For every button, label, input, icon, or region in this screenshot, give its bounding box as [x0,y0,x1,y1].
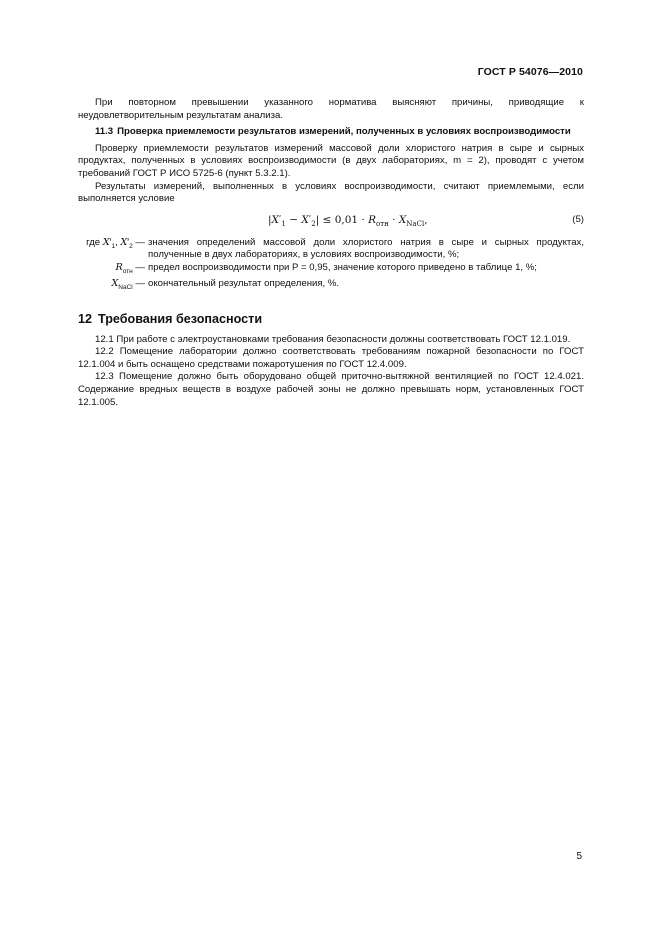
section-11-3-number: 11.3 [95,126,114,138]
definition-text: окончательный результат определения, %. [148,278,340,290]
section-12-paragraph: 12.3 Помещение должно быть оборудовано общей приточно-вытяжной вентиляцией по ГОСТ 12.4.021. Содержание вредных веществ в воздухе рабочей зоны не должно превышать норм, установленных ГОСТ 12.1.005. [78,371,584,408]
definitions-list [78,237,584,295]
formula-row [78,209,584,235]
document-body [78,97,584,409]
section-12-title: Требования безопасности [98,311,263,326]
document-code-header: ГОСТ Р 54076—2010 [477,66,583,78]
intro-paragraph: При повторном превышении указанного норматива выясняют причины, приводящие к неудовлетворительным результатам анализа. [78,97,584,121]
definition-text: значения определений массовой доли хлористого натрия в сыре и сырных продуктах, полученные в двух лабораториях, в условиях воспроизводимости, %; [148,236,584,261]
reproducibility-formula: $|X'_1 - X'_2| \le 0,01 \cdot R_{отн} \cdot X_{NaCl}$, [268,213,428,228]
where-prefix: где [86,236,101,248]
section-11-3-paragraph-2: Результаты измерений, выполненных в условиях воспроизводимости, считают приемлемыми, если выполняется условие [78,180,584,205]
section-12-paragraph: 12.2 Помещение лаборатории должно соответствовать требованиям пожарной безопасности по ГОСТ 12.1.004 и быть оснащено средствами пожаротушения по ГОСТ 12.4.009. [78,346,584,370]
definition-row [78,278,584,295]
section-12-heading [78,313,584,326]
page-number: 5 [576,851,582,862]
definition-row [78,237,584,262]
definition-row [78,262,584,279]
definition-symbol: где $X'_1$, $X'_2$ — [86,236,145,250]
section-12-number: 12 [78,311,93,326]
section-11-3-title: Проверка приемлемости результатов измерений, полученных в условиях воспроизводимости [117,126,571,138]
section-11-3-heading [78,126,584,139]
definition-text: предел воспроизводимости при P = 0,95, значение которого приведено в таблице 1, %; [148,261,537,273]
definition-symbol: $R_{отн}$ — [115,261,145,275]
section-12-paragraph: 12.1 При работе с электроустановками требования безопасности должны соответствовать ГОСТ 12.1.019. [95,333,571,345]
formula-number: (5) [572,213,584,225]
section-11-3-paragraph-1: Проверку приемлемости результатов измерений массовой доли хлористого натрия в сыре и сырных продуктах, полученных в условиях воспроизводимости (в двух лабораториях, m = 2), проводят с учетом требований ГОСТ Р ИСО 5725-6 (пункт 5.3.2.1). [78,142,584,179]
definition-symbol: $X_{NaCl}$ — [111,278,145,292]
